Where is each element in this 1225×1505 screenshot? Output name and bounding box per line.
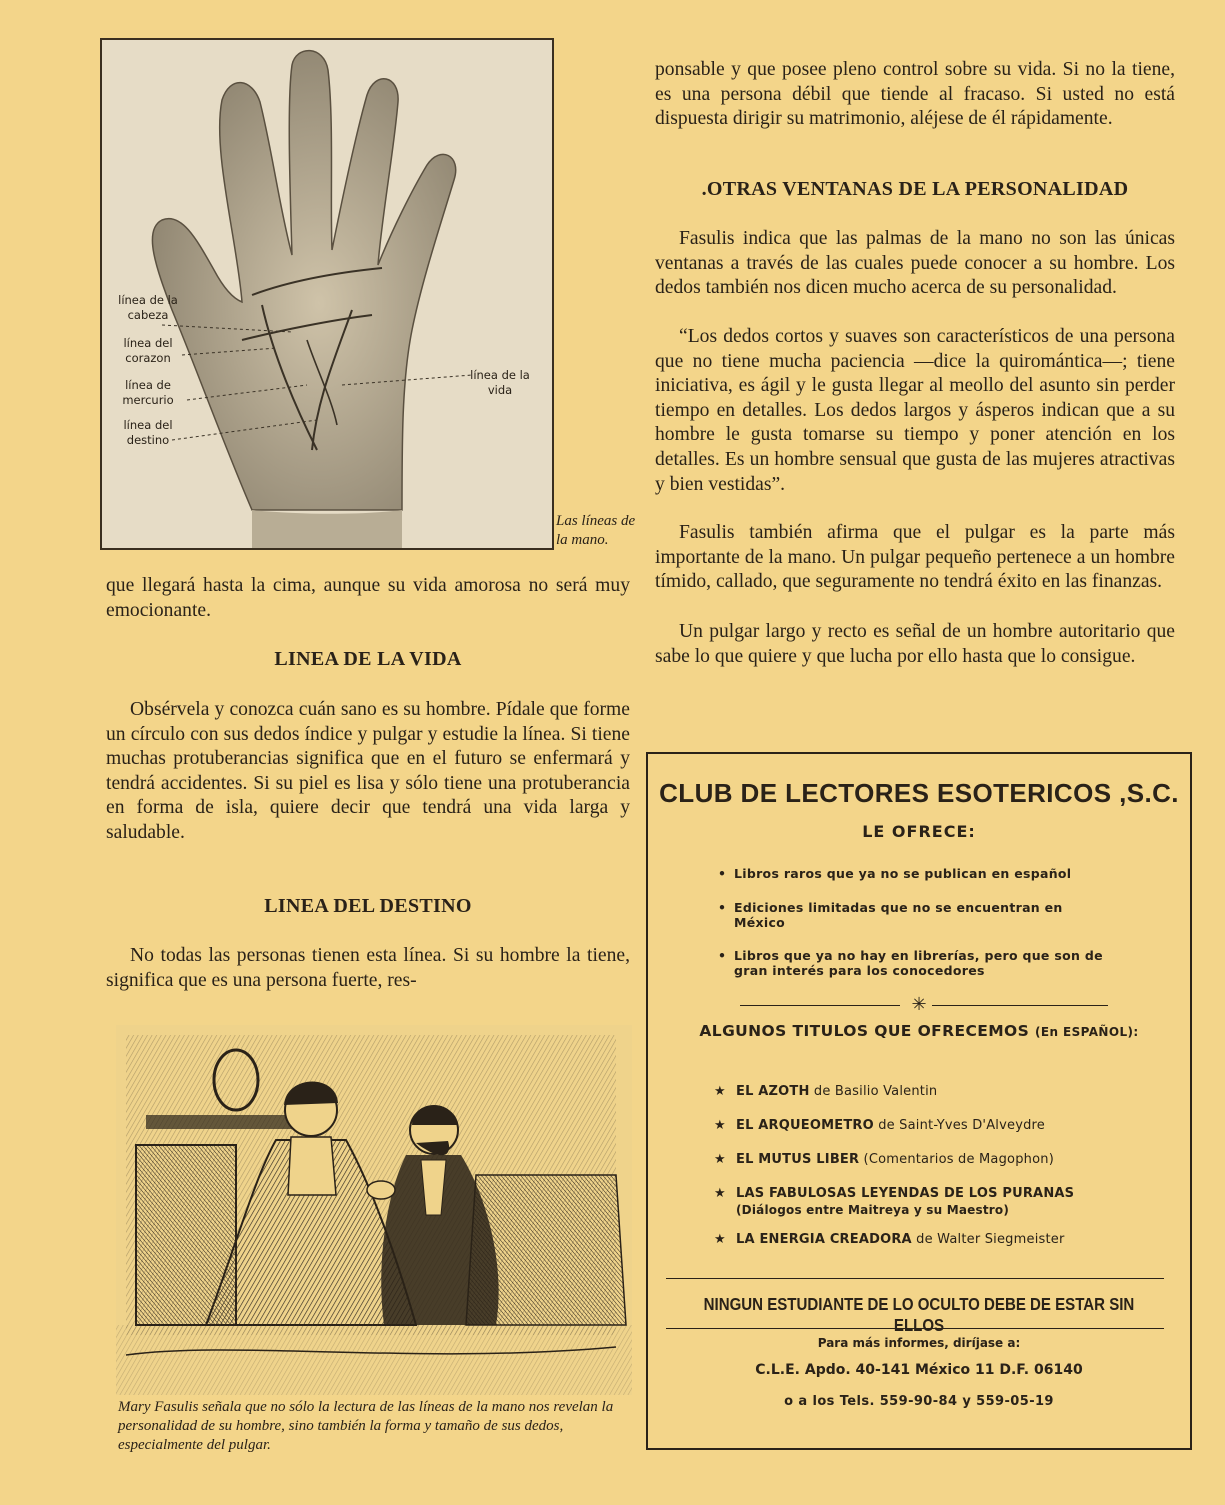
ad-phones: o a los Tels. 559-90-84 y 559-05-19 — [784, 1394, 1054, 1409]
figure-caption: Las líneas de la mano. — [556, 513, 636, 548]
club-lectores-advertisement — [646, 752, 1192, 1450]
paragraph-linea-destino: No todas las personas tienen esta línea. Si su hombre la tiene, significa que es una persona fuerte, res- — [106, 945, 630, 991]
star-icon: ★ — [714, 1084, 726, 1099]
ad-subtitle: LE OFRECE: — [862, 822, 976, 841]
ad-offer: • Libros que ya no hay en librerías, pero que son de gran interés para los conocedores — [718, 948, 1103, 978]
label-linea-vida: línea de la vida — [470, 368, 530, 397]
divider-asterisk-icon: ✳ — [911, 994, 927, 1015]
paragraph-linea-vida: Obsérvela y conozca cuán sano es su hombre. Pídale que forme un círculo con sus dedos índice y pulgar y estudie la línea. Si tiene muchas protuberancias significa que en el futuro se enfermará y tendrá accidentes. Si su piel es lisa y sólo tiene una protuberancia en forma de isla, quiere decir que tendrá una vida larga y saludable. — [106, 699, 630, 843]
engraving-illustration — [116, 1025, 632, 1395]
palm-lines-figure — [100, 38, 554, 550]
heading-linea-vida: LINEA DE LA VIDA — [274, 648, 462, 670]
label-linea-cabeza: línea de la cabeza — [118, 293, 178, 322]
star-icon: ★ — [714, 1152, 726, 1167]
ad-title-item: ★ EL ARQUEOMETRO de Saint-Yves D'Alveydre — [714, 1118, 1046, 1133]
ad-offer: • Libros raros que ya no se publican en español — [718, 866, 1072, 881]
ad-slogan: NINGUN ESTUDIANTE DE LO OCULTO DEBE DE ESTAR SIN ELLOS — [703, 1294, 1135, 1335]
slogan-rule-bottom — [666, 1328, 1164, 1329]
label-linea-mercurio: línea de mercurio — [122, 378, 174, 407]
star-icon: ★ — [714, 1232, 726, 1247]
paragraph-dedos: “Los dedos cortos y suaves son característicos de una persona que no tiene mucha paciencia —dice la quiromántica—; tiene iniciativa, es ágil y le gusta llegar al meollo del asunto sin perder tiempo en detalles. Los dedos largos y ásperos indican que a su hombre le gusta tomarse su tiempo y poner atención en los detalles. Es un hombre sensual que gusta de las mujeres atractivas y bien vestidas”. — [655, 326, 1175, 495]
bullet-dot-icon: • — [718, 948, 727, 963]
ad-offer: • Ediciones limitadas que no se encuentran en México — [718, 900, 1063, 930]
ad-address: C.L.E. Apdo. 40-141 México 11 D.F. 06140 — [755, 1362, 1083, 1378]
bullet-dot-icon: • — [718, 900, 727, 915]
divider-rule-right — [932, 1005, 1108, 1006]
paragraph-fasulis-palmas: Fasulis indica que las palmas de la mano no son las únicas ventanas a través de las cuales puede conocer a su hombre. Los dedos también nos dicen mucho acerca de su personalidad. — [655, 228, 1175, 299]
right-continuation-paragraph: ponsable y que posee pleno control sobre su vida. Si no la tiene, es una persona débil que tiende al fracaso. Si usted no está dispuesta dirigir su matrimonio, aléjese de él rápidamente. — [655, 59, 1175, 130]
ad-title-item: ★ LA ENERGIA CREADORA de Walter Siegmeister — [714, 1232, 1065, 1247]
star-icon: ★ — [714, 1118, 726, 1133]
label-linea-corazon: línea del corazon — [123, 336, 173, 365]
paragraph-pulgar: Fasulis también afirma que el pulgar es la parte más importante de la mano. Un pulgar pequeño pertenece a un hombre tímido, callado, que seguramente no tendrá éxito en las finanzas. — [655, 522, 1175, 593]
ad-title-item: ★ EL MUTUS LIBER (Comentarios de Magophon) — [714, 1152, 1054, 1167]
palm-reading-engraving — [116, 1025, 632, 1395]
engraving-caption: Mary Fasulis señala que no sólo la lectura de las líneas de la mano nos revelan la personalidad de su hombre, sino también la forma y tamaño de sus dedos, especialmente del pulgar. — [118, 1399, 614, 1453]
heading-linea-destino: LINEA DEL DESTINO — [264, 895, 472, 917]
ad-title-item: ★ LAS FABULOSAS LEYENDAS DE LOS PURANAS (Diálogos entre Maitreya y su Maestro) — [714, 1186, 1075, 1217]
label-linea-destino: línea del destino — [123, 418, 173, 447]
ad-title: CLUB DE LECTORES ESOTERICOS ,S.C. — [659, 778, 1179, 808]
heading-otras-ventanas: .OTRAS VENTANAS DE LA PERSONALIDAD — [701, 178, 1129, 200]
ad-info: Para más informes, diríjase a: — [817, 1336, 1021, 1350]
paragraph-pulgar-largo: Un pulgar largo y recto es señal de un hombre autoritario que sabe lo que quiere y que lucha por ello hasta que lo consigue. — [655, 621, 1175, 667]
left-continuation-paragraph: que llegará hasta la cima, aunque su vida amorosa no será muy emocionante. — [106, 575, 630, 621]
slogan-rule-top — [666, 1278, 1164, 1279]
ad-titles-heading: ALGUNOS TITULOS QUE OFRECEMOS (En ESPAÑOL): — [699, 1022, 1139, 1040]
bullet-dot-icon: • — [718, 866, 727, 881]
star-icon: ★ — [714, 1186, 726, 1201]
ad-title-item: ★ EL AZOTH de Basilio Valentin — [714, 1084, 938, 1099]
